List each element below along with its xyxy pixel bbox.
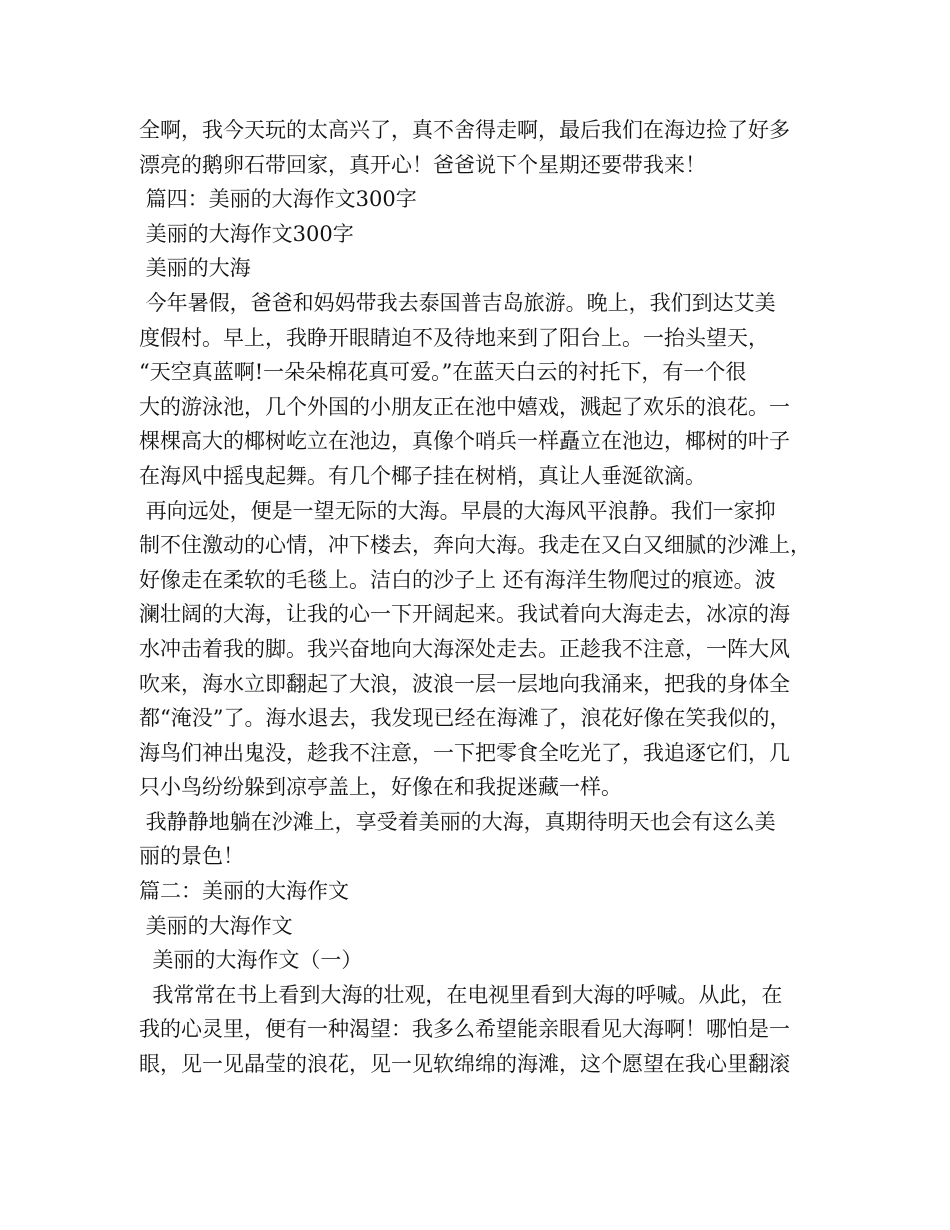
text-line: “天空真蓝啊!一朵朵棉花真可爱。”在蓝天白云的衬托下，有一个很: [139, 360, 747, 385]
document-page: [139, 113, 819, 1082]
essay-title: 美丽的大海作文: [139, 913, 293, 938]
text-line: 眼，见一见晶莹的浪花，见一见软绵绵的海滩，这个愿望在我心里翻滚: [139, 1052, 790, 1077]
text-line: 度假村。早上，我睁开眼睛迫不及待地来到了阳台上。一抬头望天，: [139, 325, 769, 350]
text-line: 水冲击着我的脚。我兴奋地向大海深处走去。正趁我不注意，一阵大风: [139, 636, 790, 661]
text-line: 在海风中摇曳起舞。有几个椰子挂在树梢，真让人垂涎欲滴。: [139, 463, 706, 488]
text-line: 我静静地躺在沙滩上，享受着美丽的大海，真期待明天也会有这么美: [139, 809, 776, 834]
text-line: 澜壮阔的大海，让我的心一下开阔起来。我试着向大海走去，冰凉的海: [139, 602, 790, 627]
text-line: 丽的景色！: [139, 844, 244, 869]
text-line: 好像走在柔软的毛毯上。洁白的沙子上 还有海洋生物爬过的痕迹。波: [139, 567, 776, 592]
essay-subtitle: 美丽的大海作文（一）: [139, 948, 363, 973]
essay-subtitle: 美丽的大海: [139, 256, 251, 281]
text-line: 漂亮的鹅卵石带回家，真开心！爸爸说下个星期还要带我来！: [139, 152, 706, 177]
text-line: 只小鸟纷纷躲到凉亭盖上，好像在和我捉迷藏一样。: [139, 775, 622, 800]
text-line: 全啊，我今天玩的太高兴了，真不舍得走啊，最后我们在海边捡了好多: [139, 118, 790, 142]
text-line: 吹来，海水立即翻起了大浪，波浪一层一层地向我涌来，把我的身体全: [139, 671, 790, 696]
text-line: 再向远处，便是一望无际的大海。早晨的大海风平浪静。我们一家抑: [139, 498, 776, 523]
text-line: 棵棵高大的椰树屹立在池边，真像个哨兵一样矗立在池边，椰树的叶子: [139, 429, 790, 454]
text-line: 我的心灵里，便有一种渴望：我多么希望能亲眼看见大海啊！哪怕是一: [139, 1017, 790, 1042]
text-line: 今年暑假，爸爸和妈妈带我去泰国普吉岛旅游。晚上，我们到达艾美: [139, 290, 776, 315]
section-heading: 篇二：美丽的大海作文: [139, 879, 349, 904]
text-line: 我常常在书上看到大海的壮观，在电视里看到大海的呼喊。从此，在: [139, 982, 783, 1007]
section-heading: 篇四：美丽的大海作文300字: [139, 187, 417, 212]
text-line: 大的游泳池，几个外国的小朋友正在池中嬉戏，溅起了欢乐的浪花。一: [139, 394, 790, 419]
text-line: 制不住激动的心情，冲下楼去，奔向大海。我走在又白又细腻的沙滩上，: [139, 533, 811, 558]
essay-title: 美丽的大海作文300字: [139, 221, 354, 246]
text-line: 都“淹没”了。海水退去，我发现已经在海滩了，浪花好像在笑我似的，: [139, 706, 791, 731]
text-line: 海鸟们神出鬼没，趁我不注意，一下把零食全吃光了，我追逐它们，几: [139, 740, 790, 765]
